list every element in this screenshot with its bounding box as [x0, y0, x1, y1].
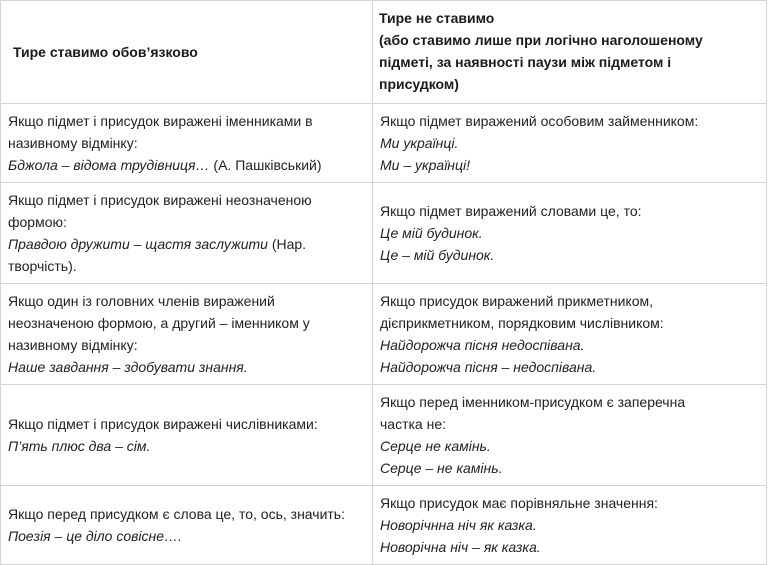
rule-text: Якщо підмет і присудок виражені числівниками:	[8, 416, 318, 432]
header-dash-required: Тире ставимо обов’язково	[1, 1, 373, 104]
example-line	[8, 154, 366, 176]
rule-text: Якщо підмет і присудок виражені неозначеною	[8, 192, 312, 208]
rule-text: Якщо присудок виражений прикметником,	[380, 293, 654, 309]
example-source: (А. Пашківський)	[209, 157, 322, 173]
example-text: Найдорожча пісня – недоспівана.	[380, 359, 597, 375]
rule-text: Якщо перед іменником-присудком є заперечна	[380, 394, 686, 410]
example-source: творчість).	[8, 258, 77, 274]
table-row	[1, 385, 767, 486]
rule-text: неозначеною формою, а другий – іменником у	[8, 315, 310, 331]
example-text: Ми українці.	[380, 135, 459, 151]
example-text: Новорічнна ніч як казка.	[380, 517, 537, 533]
rule-text: Якщо присудок має порівняльне значення:	[380, 495, 658, 511]
header-line: підметі, за наявності паузи між підметом і	[379, 54, 672, 70]
example-text: Бджола – відома трудівниця…	[8, 157, 210, 173]
table-row	[1, 104, 767, 183]
rule-cell	[1, 284, 373, 385]
rule-text: називному відмінку:	[8, 135, 138, 151]
rule-cell	[1, 104, 373, 183]
header-line: присудком)	[379, 76, 459, 92]
rule-cell	[373, 284, 767, 385]
example-line	[8, 233, 366, 255]
rule-cell	[373, 104, 767, 183]
header-row	[1, 1, 767, 104]
rule-text: називному відмінку:	[8, 337, 138, 353]
example-text: Наше завдання – здобувати знання.	[8, 359, 248, 375]
rule-cell	[373, 486, 767, 565]
table-row	[1, 284, 767, 385]
rule-text: Якщо один із головних членів виражений	[8, 293, 275, 309]
rule-cell	[373, 385, 767, 486]
example-text: Новорічна ніч – як казка.	[380, 539, 541, 555]
rule-cell	[1, 183, 373, 284]
header-line: Тире не ставимо	[379, 10, 495, 26]
example-text: Це мій будинок.	[380, 225, 483, 241]
example-text: Серце – не камінь.	[380, 460, 503, 476]
rule-text: частка не:	[380, 416, 447, 432]
header-line: (або ставимо лише при логічно наголошеному	[379, 32, 703, 48]
rule-text: дієприкметником, порядковим числівником:	[380, 315, 664, 331]
example-text: Найдорожча пісня недоспівана.	[380, 337, 585, 353]
example-text: Серце не камінь.	[380, 438, 491, 454]
example-text: Правдою дружити – щастя заслужити	[8, 236, 268, 252]
rule-cell	[1, 385, 373, 486]
example-text: П’ять плюс два – сім.	[8, 438, 151, 454]
rule-text: Якщо перед присудком є слова це, то, ось, значить:	[8, 506, 345, 522]
example-text: Поезія – це діло совісне….	[8, 528, 182, 544]
table-row	[1, 486, 767, 565]
rule-text: формою:	[8, 214, 67, 230]
rule-text: Якщо підмет виражений словами це, то:	[380, 203, 642, 219]
example-text: Ми – українці!	[380, 157, 471, 173]
rule-cell	[373, 183, 767, 284]
header-dash-not-placed	[373, 1, 767, 104]
rule-text: Якщо підмет і присудок виражені іменниками в	[8, 113, 313, 129]
rule-cell	[1, 486, 373, 565]
table-row	[1, 183, 767, 284]
rule-text: Якщо підмет виражений особовим займенником:	[380, 113, 699, 129]
example-text: Це – мій будинок.	[380, 247, 495, 263]
example-source: (Нар.	[267, 236, 307, 252]
